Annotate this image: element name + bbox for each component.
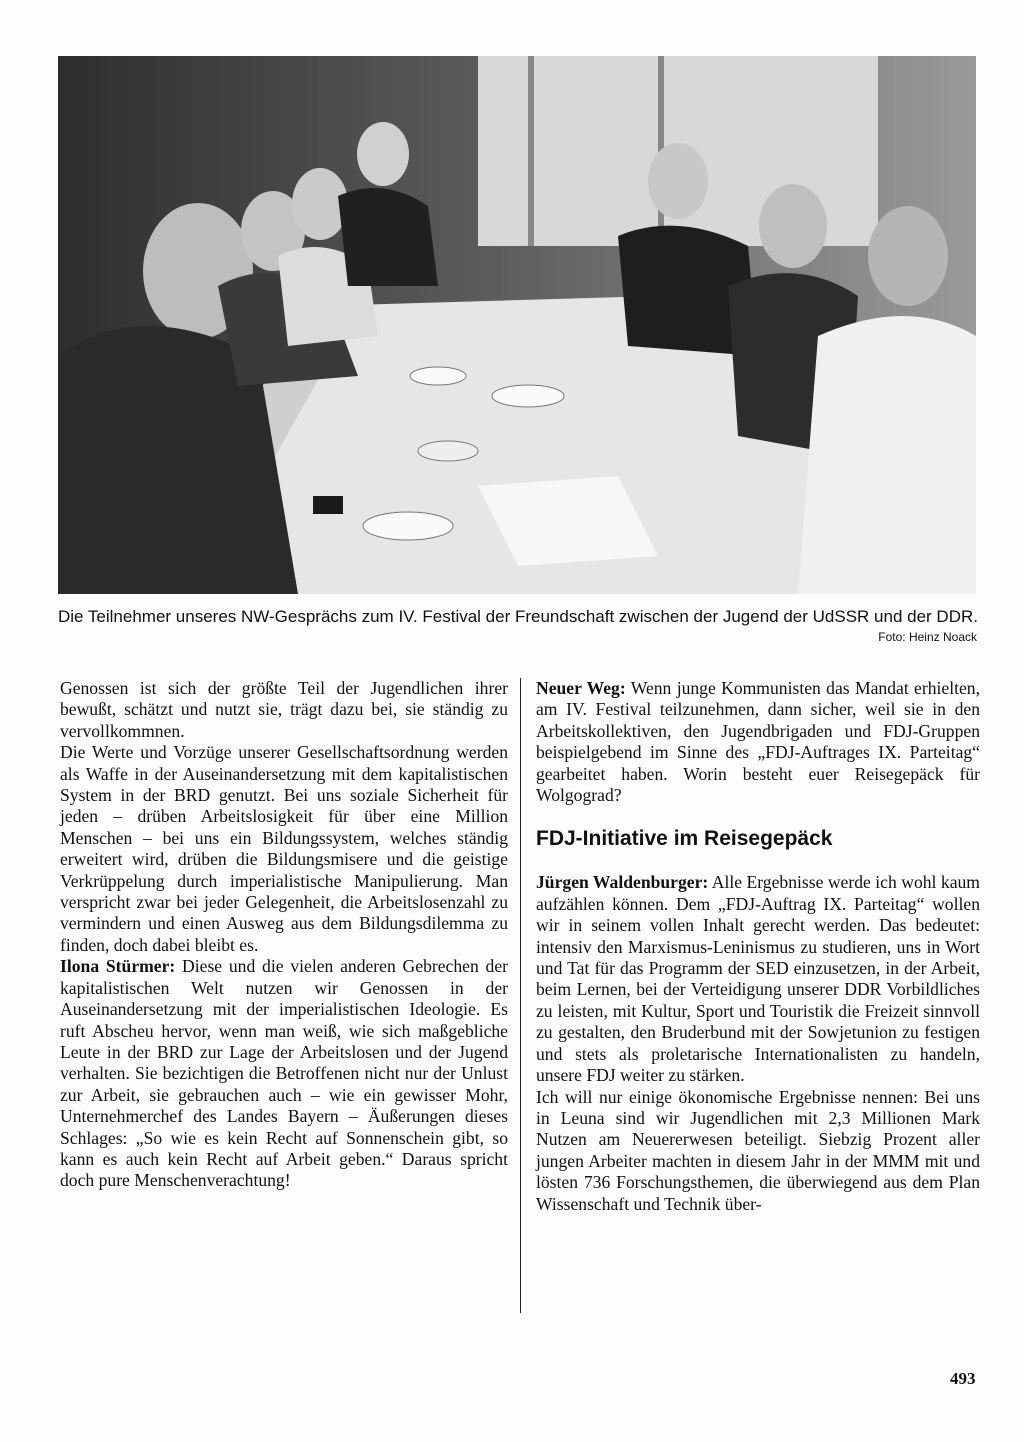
left-paragraph-1: Genossen ist sich der größte Teil der Jugendlichen ihrer bewußt, schätzt und nutzt sie, trägt dazu bei, sie ständig zu vervollkommnen.: [60, 678, 508, 741]
speaker-name: Jürgen Waldenburger:: [536, 872, 709, 893]
meeting-photo-icon: [58, 56, 976, 594]
page-number: 493: [950, 1369, 976, 1388]
photo-credit: Foto: Heinz Noack: [878, 630, 977, 644]
photo-caption: Die Teilnehmer unseres NW-Gesprächs zum IV. Festival der Freundschaft zwischen der Jugend der UdSSR und der DDR.: [58, 607, 978, 626]
speaker-text: Wenn junge Kommunisten das Mandat erhielten, am IV. Festival teilzunehmen, dann sicher, weil sie in den Arbeitskollektiven, den Jugendbrigaden und FDJ-Gruppen beispielgebend im Sinne des „FDJ-Auftrages IX. Parteitag“ gearbeitet haben. Worin besteht euer Reisegepäck für Wolgograd?: [536, 678, 980, 806]
left-column: [60, 678, 508, 1192]
speaker-name: Neuer Weg:: [536, 678, 626, 698]
speaker-text: Diese und die vielen anderen Gebrechen der kapitalistischen Welt nutzen wir Genossen in der Auseinandersetzung mit der imperialistischen Ideologie. Es ruft Abscheu hervor, wenn man weiß, wie sich maßgebliche Leute in der BRD zur Lage der Arbeitslosen und der Jugend verhalten. Sie bezichtigen die Betroffenen nicht nur der Unlust zur Arbeit, sie gebrauchen auch – wie ein gewisser Mohr, Unternehmerchef des Landes Bayern – Äußerungen dieses Schlages: „So wie es kein Recht auf Sonnenschein gibt, so kann es auch kein Recht auf Arbeit geben.“ Daraus spricht doch pure Menschenverachtung!: [60, 956, 508, 1191]
column-divider: [520, 678, 521, 1313]
left-paragraph-2: Die Werte und Vorzüge unserer Gesellschaftsordnung werden als Waffe in der Auseinandersetzung mit dem kapitalistischen System in der BRD genutzt. Bei uns soziale Sicherheit für jeden – drüben Arbeitslosigkeit für über eine Million Menschen – bei uns ein Bildungssystem, welches ständig erweitert wird, drüben die Bildungsmisere und die geistige Verkrüppelung durch imperialistische Manipulierung. Man verspricht zwar bei jeder Gelegenheit, die Arbeitslosenzahl zu vermindern und einen Ausweg aus dem Bildungsdilemma zu finden, doch dabei bleibt es.: [60, 742, 508, 955]
speaker-text: Alle Ergebnisse werde ich wohl kaum aufzählen können. Dem „FDJ-Auftrag IX. Parteitag“ wollen wir in seinem vollen Inhalt gerecht werden. Das bedeutet: intensiv den Marxismus-Leninismus zu studieren, uns in Wort und Tat für das Programm der SED einzusetzen, in der Arbeit, beim Lernen, bei der Verteidigung unserer DDR Vorbildliches zu leisten, mit Kultur, Sport und Touristik die Freizeit sinnvoll zu gestalten, den Bruderbund mit der Sowjetunion zu festigen und stets als proletarische Internationalisten zu handeln, unsere FDJ weiter zu stärken.: [536, 872, 980, 1086]
left-paragraph-3: [60, 956, 508, 1191]
section-heading: FDJ-Initiative im Reisegepäck: [536, 827, 833, 851]
right-paragraph-1: [536, 678, 980, 806]
speaker-name: Ilona Stürmer:: [60, 956, 176, 977]
right-paragraph-3: Ich will nur einige ökonomische Ergebnisse nennen: Bei uns in Leuna sind wir Jugendlichen mit 2,3 Millionen Mark Nutzen am Neuererwesen beteiligt. Siebzig Prozent aller jungen Arbeiter machten in diesem Jahr in der MMM mit und lösten 736 Forschungsthemen, die überwiegend aus dem Plan Wissenschaft und Technik über-: [536, 1086, 980, 1214]
right-paragraph-2: [536, 872, 980, 1086]
meeting-photo: [58, 56, 976, 594]
right-column: [536, 678, 980, 1215]
